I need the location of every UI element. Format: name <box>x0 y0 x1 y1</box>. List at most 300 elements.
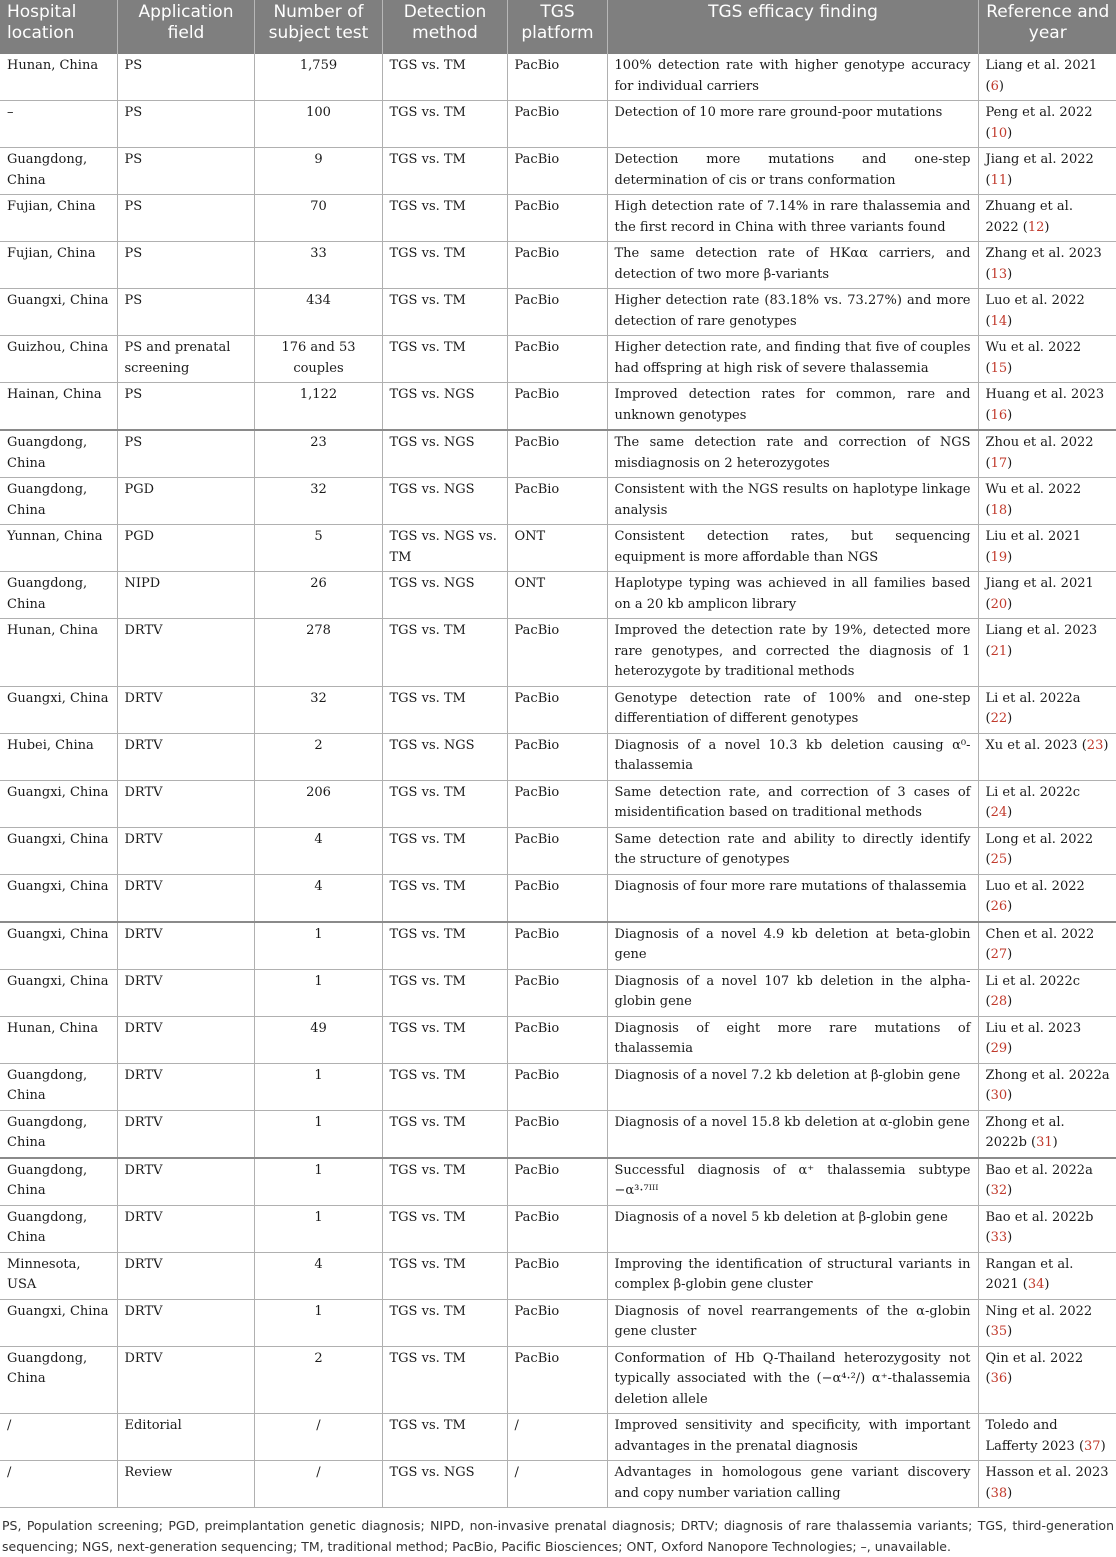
cell-hospital-location: Guizhou, China <box>0 336 117 383</box>
reference-text: Zhou et al. 2022 <box>985 435 1094 450</box>
reference-text: Qin et al. 2022 <box>985 1350 1084 1366</box>
cell-hospital-location: Guangxi, China <box>0 289 117 336</box>
cell-tgs-efficacy-finding: Diagnosis of four more rare mutations of thalassemia <box>607 874 978 922</box>
cell-detection-method: TGS vs. TM <box>382 922 507 970</box>
cell-application-field: DRTV <box>117 733 254 780</box>
reference-number-link[interactable]: 23 <box>1086 737 1104 753</box>
cell-tgs-platform: PacBio <box>507 1346 607 1414</box>
reference-number-link[interactable]: 26 <box>990 899 1008 914</box>
reference-number-link[interactable]: 21 <box>990 643 1008 659</box>
cell-tgs-efficacy-finding: Detection more mutations and one-step determination of cis or trans conformation <box>607 148 978 195</box>
cell-application-field: DRTV <box>117 1299 254 1346</box>
reference-number-link[interactable]: 16 <box>990 407 1008 423</box>
cell-tgs-efficacy-finding: The same detection rate of HKαα carriers, and detection of two more β-variants <box>607 242 978 289</box>
cell-hospital-location: Hunan, China <box>0 619 117 687</box>
cell-application-field: DRTV <box>117 922 254 970</box>
cell-number-of-subject-test: / <box>254 1461 382 1508</box>
cell-application-field: DRTV <box>117 874 254 922</box>
cell-tgs-efficacy-finding: Improved the detection rate by 19%, detected more rare genotypes, and corrected the diagnosis of 1 heterozygote by traditional methods <box>607 619 978 687</box>
cell-number-of-subject-test: 1 <box>254 1063 382 1110</box>
reference-text: Liu et al. 2021 <box>985 529 1082 544</box>
cell-hospital-location: Guangxi, China <box>0 780 117 827</box>
cell-tgs-efficacy-finding: Successful diagnosis of α⁺ thalassemia subtype −α³·⁷ᴵᴵᴵ <box>607 1158 978 1206</box>
cell-application-field: DRTV <box>117 1346 254 1414</box>
cell-detection-method: TGS vs. TM <box>382 1016 507 1063</box>
reference-number-link[interactable]: 14 <box>990 313 1008 329</box>
table-row <box>0 733 1116 780</box>
header-application-field: Application field <box>117 0 254 54</box>
reference-text: Ning et al. 2022 <box>985 1303 1093 1319</box>
reference-number-link[interactable]: 31 <box>1036 1135 1053 1150</box>
cell-detection-method: TGS vs. TM <box>382 619 507 687</box>
cell-tgs-platform: PacBio <box>507 430 607 478</box>
table-row <box>0 336 1116 383</box>
reference-text: Wu et al. 2022 <box>985 482 1082 497</box>
cell-application-field: PS <box>117 54 254 101</box>
reference-number-link[interactable]: 22 <box>990 711 1008 726</box>
table-row <box>0 1110 1116 1158</box>
cell-detection-method: TGS vs. NGS <box>382 430 507 478</box>
cell-detection-method: TGS vs. TM <box>382 195 507 242</box>
cell-hospital-location: Guangdong, China <box>0 1110 117 1158</box>
cell-detection-method: TGS vs. NGS <box>382 478 507 525</box>
cell-detection-method: TGS vs. NGS <box>382 572 507 619</box>
table-row <box>0 289 1116 336</box>
cell-reference-and-year: Hasson et al. 2023 (38) <box>978 1461 1116 1508</box>
cell-reference-and-year: Long et al. 2022 (25) <box>978 827 1116 874</box>
table-row <box>0 54 1116 101</box>
cell-application-field: DRTV <box>117 1205 254 1252</box>
cell-tgs-efficacy-finding: Same detection rate, and correction of 3 cases of misidentification based on traditional methods <box>607 780 978 827</box>
reference-number-link[interactable]: 15 <box>990 360 1008 376</box>
cell-detection-method: TGS vs. NGS <box>382 383 507 431</box>
cell-reference-and-year: Chen et al. 2022 (27) <box>978 922 1116 970</box>
cell-tgs-efficacy-finding: Same detection rate and ability to directly identify the structure of genotypes <box>607 827 978 874</box>
cell-number-of-subject-test: 206 <box>254 780 382 827</box>
cell-application-field: DRTV <box>117 686 254 733</box>
reference-text: Zhong et al. 2022b <box>985 1114 1065 1150</box>
cell-reference-and-year: Wu et al. 2022 (18) <box>978 478 1116 525</box>
table-row <box>0 1252 1116 1299</box>
cell-reference-and-year: Bao et al. 2022a (32) <box>978 1158 1116 1206</box>
cell-reference-and-year: Ning et al. 2022 (35) <box>978 1299 1116 1346</box>
table-row <box>0 969 1116 1016</box>
reference-text: Liu et al. 2023 <box>985 1020 1082 1036</box>
reference-text: Li et al. 2022c <box>985 784 1081 800</box>
reference-number-link[interactable]: 20 <box>990 596 1008 612</box>
reference-text: Hasson et al. 2023 <box>985 1465 1109 1480</box>
reference-number-link[interactable]: 12 <box>1027 219 1045 235</box>
cell-tgs-platform: PacBio <box>507 195 607 242</box>
cell-hospital-location: Guangdong, China <box>0 430 117 478</box>
cell-application-field: DRTV <box>117 619 254 687</box>
cell-detection-method: TGS vs. TM <box>382 874 507 922</box>
header-tgs-efficacy-finding: TGS efficacy finding <box>607 0 978 54</box>
cell-tgs-platform: PacBio <box>507 827 607 874</box>
cell-reference-and-year: Zhou et al. 2022 (17) <box>978 430 1116 478</box>
cell-tgs-platform: PacBio <box>507 289 607 336</box>
cell-hospital-location: Hainan, China <box>0 383 117 431</box>
cell-reference-and-year: Zhang et al. 2023 (13) <box>978 242 1116 289</box>
table-row <box>0 874 1116 922</box>
cell-number-of-subject-test: 1 <box>254 1205 382 1252</box>
reference-text: Rangan et al. 2021 <box>985 1256 1074 1292</box>
reference-text: Wu et al. 2022 <box>985 340 1082 355</box>
cell-hospital-location: – <box>0 101 117 148</box>
cell-number-of-subject-test: / <box>254 1414 382 1461</box>
cell-number-of-subject-test: 1,122 <box>254 383 382 431</box>
cell-application-field: DRTV <box>117 1063 254 1110</box>
reference-text: Li et al. 2022a <box>985 690 1081 706</box>
cell-tgs-platform: PacBio <box>507 242 607 289</box>
cell-hospital-location: Guangxi, China <box>0 686 117 733</box>
table-row <box>0 619 1116 687</box>
cell-detection-method: TGS vs. TM <box>382 148 507 195</box>
cell-tgs-platform: PacBio <box>507 1252 607 1299</box>
cell-number-of-subject-test: 2 <box>254 733 382 780</box>
reference-number-link[interactable]: 24 <box>990 805 1008 820</box>
cell-detection-method: TGS vs. TM <box>382 54 507 101</box>
cell-tgs-efficacy-finding: Conformation of Hb Q-Thailand heterozygosity not typically associated with the (−α⁴·²/) α⁺-thalassemia deletion allele <box>607 1346 978 1414</box>
cell-hospital-location: Yunnan, China <box>0 525 117 572</box>
cell-hospital-location: Fujian, China <box>0 242 117 289</box>
reference-text: Zhang et al. 2023 <box>985 246 1102 261</box>
cell-detection-method: TGS vs. NGS <box>382 1461 507 1508</box>
cell-detection-method: TGS vs. TM <box>382 1252 507 1299</box>
cell-application-field: PS <box>117 195 254 242</box>
cell-reference-and-year: Bao et al. 2022b (33) <box>978 1205 1116 1252</box>
cell-tgs-platform: PacBio <box>507 1016 607 1063</box>
table-row <box>0 195 1116 242</box>
cell-application-field: PS <box>117 101 254 148</box>
cell-hospital-location: Guangxi, China <box>0 1299 117 1346</box>
cell-number-of-subject-test: 33 <box>254 242 382 289</box>
cell-tgs-efficacy-finding: Diagnosis of a novel 15.8 kb deletion at α-globin gene <box>607 1110 978 1158</box>
cell-application-field: DRTV <box>117 1252 254 1299</box>
cell-hospital-location: Hunan, China <box>0 1016 117 1063</box>
cell-reference-and-year: Jiang et al. 2022 (11) <box>978 148 1116 195</box>
reference-text: Toledo and Lafferty 2023 <box>985 1418 1075 1454</box>
cell-hospital-location: Guangdong, China <box>0 1063 117 1110</box>
cell-application-field: DRTV <box>117 1158 254 1206</box>
cell-application-field: PS <box>117 430 254 478</box>
cell-hospital-location: / <box>0 1461 117 1508</box>
reference-text: Peng et al. 2022 <box>985 105 1093 120</box>
cell-number-of-subject-test: 26 <box>254 572 382 619</box>
cell-application-field: PS <box>117 148 254 195</box>
cell-number-of-subject-test: 4 <box>254 827 382 874</box>
cell-tgs-efficacy-finding: Diagnosis of eight more rare mutations of thalassemia <box>607 1016 978 1063</box>
cell-detection-method: TGS vs. TM <box>382 101 507 148</box>
cell-hospital-location: Guangdong, China <box>0 572 117 619</box>
cell-tgs-platform: PacBio <box>507 922 607 970</box>
table-row <box>0 148 1116 195</box>
cell-number-of-subject-test: 32 <box>254 478 382 525</box>
cell-tgs-platform: PacBio <box>507 1205 607 1252</box>
reference-text: Luo et al. 2022 <box>985 878 1085 894</box>
cell-number-of-subject-test: 1 <box>254 969 382 1016</box>
cell-number-of-subject-test: 100 <box>254 101 382 148</box>
cell-number-of-subject-test: 9 <box>254 148 382 195</box>
cell-detection-method: TGS vs. TM <box>382 969 507 1016</box>
cell-tgs-efficacy-finding: Consistent detection rates, but sequencing equipment is more affordable than NGS <box>607 525 978 572</box>
cell-application-field: PS <box>117 383 254 431</box>
cell-tgs-platform: PacBio <box>507 874 607 922</box>
cell-hospital-location: Guangdong, China <box>0 1158 117 1206</box>
cell-tgs-efficacy-finding: Diagnosis of a novel 10.3 kb deletion causing α⁰-thalassemia <box>607 733 978 780</box>
table-row <box>0 1461 1116 1508</box>
cell-number-of-subject-test: 4 <box>254 874 382 922</box>
cell-hospital-location: Guangxi, China <box>0 969 117 1016</box>
cell-tgs-platform: PacBio <box>507 383 607 431</box>
cell-application-field: DRTV <box>117 827 254 874</box>
cell-tgs-efficacy-finding: Improved detection rates for common, rare and unknown genotypes <box>607 383 978 431</box>
cell-reference-and-year: Zhong et al. 2022a (30) <box>978 1063 1116 1110</box>
cell-detection-method: TGS vs. TM <box>382 289 507 336</box>
cell-detection-method: TGS vs. TM <box>382 780 507 827</box>
reference-number-link[interactable]: 11 <box>990 172 1008 188</box>
cell-detection-method: TGS vs. TM <box>382 1110 507 1158</box>
cell-tgs-platform: PacBio <box>507 686 607 733</box>
cell-application-field: PS <box>117 289 254 336</box>
cell-number-of-subject-test: 1,759 <box>254 54 382 101</box>
table-row <box>0 1158 1116 1206</box>
cell-number-of-subject-test: 1 <box>254 1110 382 1158</box>
header-reference-and-year: Reference and year <box>978 0 1116 54</box>
cell-tgs-efficacy-finding: Diagnosis of a novel 7.2 kb deletion at β-globin gene <box>607 1063 978 1110</box>
reference-text: Liang et al. 2023 <box>985 623 1098 638</box>
table-row <box>0 525 1116 572</box>
reference-number-link[interactable]: 37 <box>1084 1438 1101 1454</box>
cell-reference-and-year: Li et al. 2022c (28) <box>978 969 1116 1016</box>
cell-number-of-subject-test: 32 <box>254 686 382 733</box>
cell-tgs-efficacy-finding: Consistent with the NGS results on haplotype linkage analysis <box>607 478 978 525</box>
cell-application-field: PS <box>117 242 254 289</box>
header-hospital-location: Hospital location <box>0 0 117 54</box>
cell-reference-and-year: Li et al. 2022c (24) <box>978 780 1116 827</box>
reference-text: Long et al. 2022 <box>985 831 1094 847</box>
cell-number-of-subject-test: 23 <box>254 430 382 478</box>
cell-number-of-subject-test: 434 <box>254 289 382 336</box>
reference-number-link[interactable]: 6 <box>990 78 999 94</box>
reference-text: Li et al. 2022c <box>985 973 1081 989</box>
cell-number-of-subject-test: 1 <box>254 922 382 970</box>
table-row <box>0 1016 1116 1063</box>
cell-detection-method: TGS vs. TM <box>382 336 507 383</box>
cell-number-of-subject-test: 70 <box>254 195 382 242</box>
reference-text: Bao et al. 2022a <box>985 1162 1093 1178</box>
cell-detection-method: TGS vs. TM <box>382 1205 507 1252</box>
cell-detection-method: TGS vs. TM <box>382 242 507 289</box>
reference-number-link[interactable]: 35 <box>990 1324 1008 1339</box>
cell-detection-method: TGS vs. NGS vs. TM <box>382 525 507 572</box>
reference-text: Zhuang et al. 2022 <box>985 199 1073 235</box>
cell-number-of-subject-test: 2 <box>254 1346 382 1414</box>
cell-hospital-location: Guangxi, China <box>0 827 117 874</box>
cell-number-of-subject-test: 278 <box>254 619 382 687</box>
cell-reference-and-year: Zhong et al. 2022b (31) <box>978 1110 1116 1158</box>
table-row <box>0 430 1116 478</box>
cell-reference-and-year: Peng et al. 2022 (10) <box>978 101 1116 148</box>
reference-number-link[interactable]: 28 <box>990 994 1008 1009</box>
reference-text: Chen et al. 2022 <box>985 926 1095 942</box>
cell-tgs-platform: ONT <box>507 572 607 619</box>
table-row <box>0 1299 1116 1346</box>
reference-number-link[interactable]: 33 <box>990 1230 1008 1245</box>
table-header-row <box>0 0 1116 54</box>
table-row <box>0 478 1116 525</box>
cell-reference-and-year: Li et al. 2022a (22) <box>978 686 1116 733</box>
cell-reference-and-year: Liu et al. 2021 (19) <box>978 525 1116 572</box>
reference-number-link[interactable]: 10 <box>990 125 1008 141</box>
table-footnote: PS, Population screening; PGD, preimplantation genetic diagnosis; NIPD, non-invasive prenatal diagnosis; DRTV; diagnosis of rare thalassemia variants; TGS, third-generation sequencing; NGS, next-generation sequencing; TM, traditional method; PacBio, Pacific Biosciences; ONT, Oxford Nanopore Technologies; –, unavailable. <box>2 1518 1114 1554</box>
cell-tgs-platform: PacBio <box>507 619 607 687</box>
reference-number-link[interactable]: 38 <box>990 1485 1008 1501</box>
table-row <box>0 242 1116 289</box>
cell-hospital-location: Hubei, China <box>0 733 117 780</box>
cell-tgs-platform: PacBio <box>507 336 607 383</box>
table-row <box>0 101 1116 148</box>
reference-text: Zhong et al. 2022a <box>985 1067 1110 1083</box>
cell-tgs-efficacy-finding: Diagnosis of novel rearrangements of the α-globin gene cluster <box>607 1299 978 1346</box>
cell-tgs-platform: / <box>507 1414 607 1461</box>
cell-hospital-location: Fujian, China <box>0 195 117 242</box>
cell-application-field: PS and prenatal screening <box>117 336 254 383</box>
cell-detection-method: TGS vs. TM <box>382 1063 507 1110</box>
reference-text: Liang et al. 2021 <box>985 58 1098 73</box>
cell-tgs-platform: PacBio <box>507 1299 607 1346</box>
cell-reference-and-year: Luo et al. 2022 (14) <box>978 289 1116 336</box>
cell-tgs-platform: PacBio <box>507 1110 607 1158</box>
cell-tgs-efficacy-finding: Diagnosis of a novel 107 kb deletion in the alpha-globin gene <box>607 969 978 1016</box>
cell-tgs-efficacy-finding: Improving the identification of structural variants in complex β-globin gene cluster <box>607 1252 978 1299</box>
cell-detection-method: TGS vs. TM <box>382 1158 507 1206</box>
reference-number-link[interactable]: 34 <box>1027 1277 1045 1292</box>
cell-tgs-efficacy-finding: Haplotype typing was achieved in all families based on a 20 kb amplicon library <box>607 572 978 619</box>
reference-number-link[interactable]: 29 <box>990 1041 1008 1056</box>
table-row <box>0 1063 1116 1110</box>
reference-number-link[interactable]: 18 <box>990 502 1008 518</box>
cell-hospital-location: Hunan, China <box>0 54 117 101</box>
cell-detection-method: TGS vs. TM <box>382 686 507 733</box>
reference-number-link[interactable]: 36 <box>990 1371 1008 1386</box>
cell-reference-and-year: Toledo and Lafferty 2023 (37) <box>978 1414 1116 1461</box>
reference-text: Huang et al. 2023 <box>985 387 1105 402</box>
cell-application-field: DRTV <box>117 1110 254 1158</box>
table-body <box>0 54 1116 1508</box>
cell-reference-and-year: Liang et al. 2023 (21) <box>978 619 1116 687</box>
cell-tgs-efficacy-finding: The same detection rate and correction of NGS misdiagnosis on 2 heterozygotes <box>607 430 978 478</box>
cell-application-field: DRTV <box>117 780 254 827</box>
cell-hospital-location: Guangdong, China <box>0 478 117 525</box>
cell-tgs-platform: PacBio <box>507 101 607 148</box>
cell-tgs-platform: PacBio <box>507 1063 607 1110</box>
cell-hospital-location: Guangxi, China <box>0 922 117 970</box>
table-row <box>0 1346 1116 1414</box>
cell-number-of-subject-test: 1 <box>254 1299 382 1346</box>
table-row <box>0 572 1116 619</box>
cell-hospital-location: Guangxi, China <box>0 874 117 922</box>
cell-tgs-platform: PacBio <box>507 733 607 780</box>
cell-tgs-efficacy-finding: Diagnosis of a novel 4.9 kb deletion at beta-globin gene <box>607 922 978 970</box>
cell-detection-method: TGS vs. TM <box>382 1346 507 1414</box>
cell-detection-method: TGS vs. TM <box>382 827 507 874</box>
cell-tgs-efficacy-finding: Improved sensitivity and specificity, with important advantages in the prenatal diagnosis <box>607 1414 978 1461</box>
cell-hospital-location: Guangdong, China <box>0 1205 117 1252</box>
cell-number-of-subject-test: 49 <box>254 1016 382 1063</box>
cell-reference-and-year: Liang et al. 2021 (6) <box>978 54 1116 101</box>
cell-hospital-location: Guangdong, China <box>0 148 117 195</box>
cell-reference-and-year: Huang et al. 2023 (16) <box>978 383 1116 431</box>
reference-number-link[interactable]: 19 <box>990 549 1008 565</box>
reference-number-link[interactable]: 17 <box>990 455 1008 471</box>
cell-reference-and-year: Zhuang et al. 2022 (12) <box>978 195 1116 242</box>
reference-number-link[interactable]: 30 <box>990 1088 1008 1103</box>
cell-tgs-platform: ONT <box>507 525 607 572</box>
cell-detection-method: TGS vs. NGS <box>382 733 507 780</box>
cell-reference-and-year: Xu et al. 2023 (23) <box>978 733 1116 780</box>
cell-tgs-efficacy-finding: 100% detection rate with higher genotype accuracy for individual carriers <box>607 54 978 101</box>
cell-tgs-platform: PacBio <box>507 148 607 195</box>
cell-number-of-subject-test: 5 <box>254 525 382 572</box>
table-row <box>0 780 1116 827</box>
reference-number-link[interactable]: 13 <box>990 266 1008 282</box>
cell-detection-method: TGS vs. TM <box>382 1414 507 1461</box>
header-detection-method: Detection method <box>382 0 507 54</box>
cell-tgs-platform: PacBio <box>507 1158 607 1206</box>
cell-reference-and-year: Rangan et al. 2021 (34) <box>978 1252 1116 1299</box>
cell-reference-and-year: Jiang et al. 2021 (20) <box>978 572 1116 619</box>
cell-tgs-efficacy-finding: Higher detection rate, and finding that five of couples had offspring at high risk of severe thalassemia <box>607 336 978 383</box>
cell-tgs-efficacy-finding: Detection of 10 more rare ground-poor mutations <box>607 101 978 148</box>
cell-application-field: PGD <box>117 478 254 525</box>
reference-text: Bao et al. 2022b <box>985 1209 1094 1225</box>
cell-number-of-subject-test: 4 <box>254 1252 382 1299</box>
cell-tgs-efficacy-finding: High detection rate of 7.14% in rare thalassemia and the first record in China with three variants found <box>607 195 978 242</box>
reference-text: Jiang et al. 2022 <box>985 152 1094 167</box>
cell-application-field: Review <box>117 1461 254 1508</box>
cell-number-of-subject-test: 1 <box>254 1158 382 1206</box>
cell-application-field: Editorial <box>117 1414 254 1461</box>
cell-number-of-subject-test: 176 and 53 couples <box>254 336 382 383</box>
table-row <box>0 827 1116 874</box>
header-tgs-platform: TGS platform <box>507 0 607 54</box>
reference-number-link[interactable]: 32 <box>990 1183 1008 1198</box>
reference-number-link[interactable]: 25 <box>990 852 1008 867</box>
cell-application-field: DRTV <box>117 1016 254 1063</box>
cell-hospital-location: Minnesota, USA <box>0 1252 117 1299</box>
cell-application-field: PGD <box>117 525 254 572</box>
reference-number-link[interactable]: 27 <box>990 947 1008 962</box>
table-row <box>0 922 1116 970</box>
table-row <box>0 1205 1116 1252</box>
cell-tgs-efficacy-finding: Advantages in homologous gene variant discovery and copy number variation calling <box>607 1461 978 1508</box>
cell-reference-and-year: Luo et al. 2022 (26) <box>978 874 1116 922</box>
cell-detection-method: TGS vs. TM <box>382 1299 507 1346</box>
cell-application-field: NIPD <box>117 572 254 619</box>
cell-tgs-platform: / <box>507 1461 607 1508</box>
cell-tgs-efficacy-finding: Higher detection rate (83.18% vs. 73.27%) and more detection of rare genotypes <box>607 289 978 336</box>
reference-text: Luo et al. 2022 <box>985 293 1085 308</box>
header-number-of-subject-test: Number of subject test <box>254 0 382 54</box>
table-row <box>0 1414 1116 1461</box>
cell-tgs-efficacy-finding: Genotype detection rate of 100% and one-step differentiation of different genotypes <box>607 686 978 733</box>
cell-tgs-platform: PacBio <box>507 478 607 525</box>
cell-reference-and-year: Liu et al. 2023 (29) <box>978 1016 1116 1063</box>
table-row <box>0 686 1116 733</box>
table-row <box>0 383 1116 431</box>
cell-tgs-platform: PacBio <box>507 54 607 101</box>
